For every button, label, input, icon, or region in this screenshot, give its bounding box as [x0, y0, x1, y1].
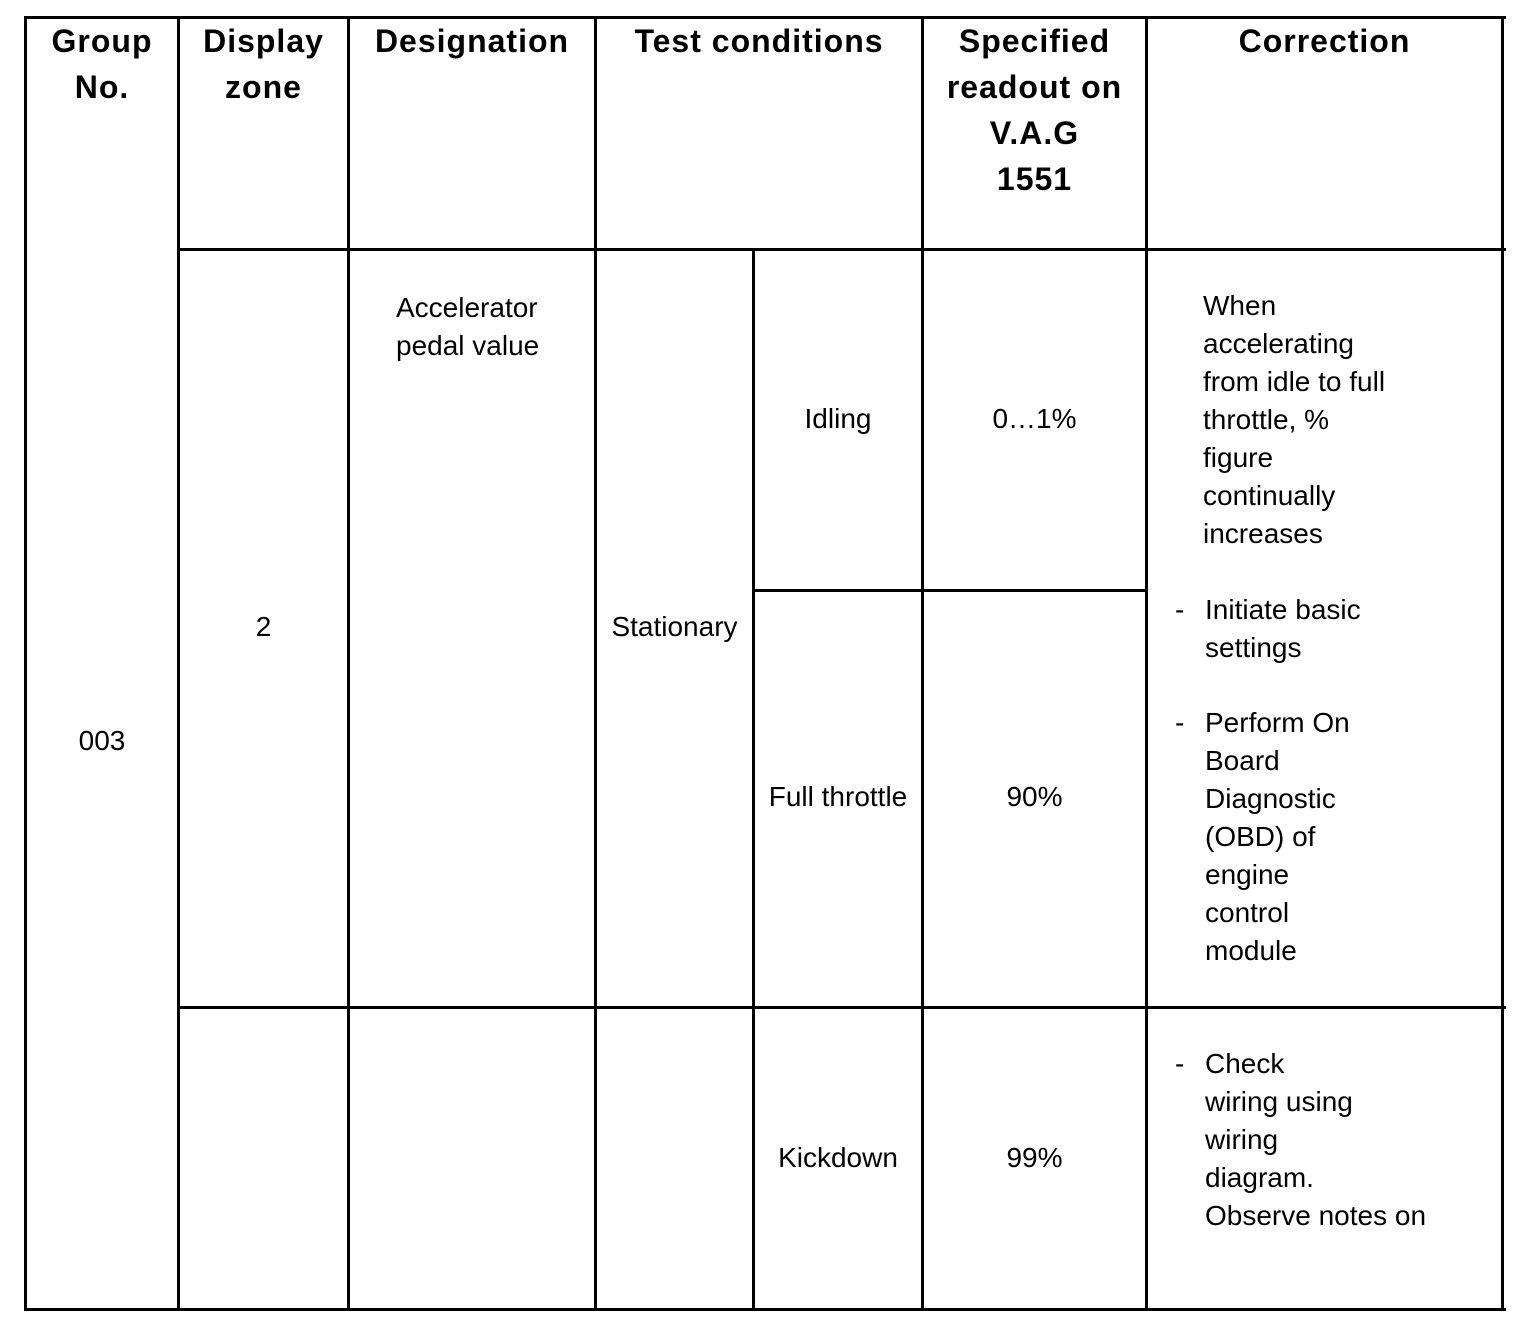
- correction-item-check-wiring: [1175, 1045, 1495, 1235]
- col-line-2: [347, 16, 350, 1311]
- readout-full-throttle: 90%: [1006, 781, 1063, 812]
- header-specified-readout: Specified readout on V.A.G 1551: [946, 23, 1123, 197]
- col-line-1: [177, 16, 180, 1311]
- dash-bullet: -: [1175, 707, 1185, 738]
- readout-idling: 0…1%: [992, 403, 1077, 434]
- col-line-6: [1145, 16, 1148, 1311]
- sub-condition-kickdown: Kickdown: [778, 1142, 898, 1173]
- correction-item-obd: [1175, 704, 1495, 970]
- correction-item-text: Initiate basic settings: [1205, 594, 1361, 663]
- table-border-right: [1501, 16, 1504, 1311]
- header-display-zone: Display zone: [203, 23, 324, 105]
- sub-condition-full-throttle: Full throttle: [768, 781, 908, 812]
- header-designation: Designation: [374, 23, 570, 59]
- correction-item-text: Check wiring using wiring diagram. Observe notes on: [1205, 1048, 1427, 1231]
- header-correction: Correction: [1238, 23, 1411, 59]
- header-bottom-line: [179, 248, 1506, 251]
- correction-item-initiate: [1175, 591, 1495, 667]
- col-line-3: [594, 16, 597, 1311]
- display-zone-value: 2: [255, 611, 272, 642]
- dash-bullet: -: [1175, 594, 1185, 625]
- idling-row-line: [753, 589, 1148, 592]
- readout-kickdown: 99%: [1006, 1142, 1063, 1173]
- group-number: 003: [78, 725, 126, 756]
- correction-item-text: Perform On Board Diagnostic (OBD) of engine control module: [1205, 707, 1350, 966]
- row-divider: [179, 1006, 1506, 1009]
- designation-value: Accelerator pedal value: [396, 292, 540, 361]
- sub-condition-idling: Idling: [804, 403, 872, 434]
- header-test-conditions: Test conditions: [634, 23, 884, 59]
- table-border-left: [24, 16, 27, 1311]
- test-condition-stationary: Stationary: [611, 611, 738, 642]
- col-line-5: [921, 16, 924, 1311]
- header-group-no: Group No.: [51, 23, 153, 105]
- table-border-bottom: [24, 1308, 1506, 1311]
- dash-bullet: -: [1175, 1048, 1185, 1079]
- correction-intro: When accelerating from idle to full throttle, % figure continually increases: [1203, 290, 1386, 549]
